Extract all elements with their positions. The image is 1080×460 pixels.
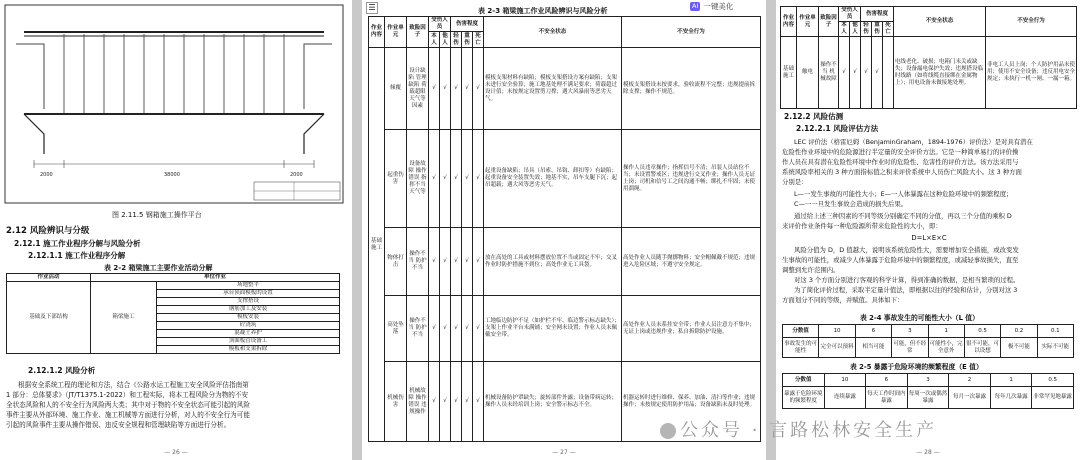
wechat-watermark: 公众号 · 言路松林安全生产 — [660, 416, 937, 442]
t23-check: √ — [473, 130, 484, 228]
t25-header: 分数值 — [783, 374, 825, 387]
page-number: — 27 — — [552, 449, 576, 456]
page-number: — 28 — — [916, 449, 940, 456]
t23c-header-victim: 受伤人员 — [839, 7, 861, 22]
t23-risk-factor: 设计缺陷 管理缺陷 荷载超限 天气等因素 — [407, 48, 429, 130]
t23c-header-harm: 伤害程度 — [861, 7, 894, 22]
t23-check: √ — [473, 48, 484, 130]
t23-check: √ — [429, 362, 440, 442]
t22-unit: 钢筋加工及安装 — [157, 306, 340, 314]
t25-desc: 每周一次或偶然暴露 — [907, 387, 949, 409]
ai-badge-icon: AI — [692, 1, 699, 10]
t23c-risk-name: 触电 — [797, 37, 819, 109]
platform-drawing — [4, 4, 344, 204]
t23c-header-factor: 致险因子 — [819, 7, 839, 37]
t23-risk-name: 高处坠落 — [385, 296, 407, 362]
t23-risk-factor: 操作不当 防护不当 — [407, 228, 429, 296]
t24-score: 10 — [819, 325, 855, 338]
t23-subheader: 他人 — [440, 32, 451, 48]
t23-check: √ — [473, 228, 484, 296]
t23-check: √ — [440, 296, 451, 362]
figure-caption: 图 2.11.5 钢箱施工操作平台 — [112, 211, 202, 219]
t25-score: 1 — [990, 374, 1032, 387]
t23-check: √ — [440, 48, 451, 130]
t25-score: 6 — [866, 374, 908, 387]
table-2-2-title: 表 2-2 箱梁施工主要作业活动分解 — [104, 264, 213, 272]
table-2-3-continued — [780, 6, 1077, 109]
t24-label: 事故发生的可能性 — [783, 338, 819, 358]
table-2-3 — [368, 16, 761, 442]
t23-header-activity: 作业内容 — [369, 17, 385, 48]
heading-2-12-2: 2.12.2 风险估测 — [784, 112, 844, 121]
t23-unsafe-state: 起重设备缺陷；吊具（吊索、吊钩、卸扣等）有缺陷；起重设备安全装置失效；地基不实，吊车支腿下沉；起吊超载；遇大风等恶劣天气。 — [484, 130, 622, 228]
t22-unit: 支撑搭设 — [157, 298, 340, 306]
t23-header-victim: 受伤人员 — [429, 17, 451, 32]
t23-check: √ — [473, 362, 484, 442]
t23-subheader: 轻伤 — [451, 32, 462, 48]
t23-header-harm: 伤害程度 — [451, 17, 484, 32]
heading-2-12-1-1: 2.12.1.1 施工作业程序分解 — [28, 251, 126, 260]
t23c-check: √ — [850, 37, 861, 109]
t24-score: 0.2 — [1001, 325, 1037, 338]
t22-activity-cell: 基础及下部结构 — [7, 282, 91, 354]
t23-check: √ — [440, 362, 451, 442]
t23-subheader: 重伤 — [462, 32, 473, 48]
t22-activity-sub: 箱梁施工 — [91, 282, 157, 354]
t23-unsafe-state: 放在高处的工具或材料摆放位置不当或固定不牢；交叉作业时防护措施不到位；高处作业无工具袋。 — [484, 228, 622, 296]
t23-risk-factor: 操作不当 防护不当 — [407, 296, 429, 362]
t25-desc: 每年几次暴露 — [990, 387, 1032, 409]
t24-desc: 完全可以预料 — [819, 338, 855, 358]
t23-unsafe-state: 工地临边防护不足（如护栏不牢、临边警示标志缺失）；支架上作业平台未满铺；安全网未设置；作业人员未佩戴安全带。 — [484, 296, 622, 362]
t23-unsafe-act: 高处作业人员随手抛掷物料；安全帽佩戴不规范；违规进入危险区域；不遵守安全规定。 — [622, 228, 761, 296]
t23c-unsafe-state: 电线老化、破损；电箱门未关或缺失；设备漏电保护失效；违规搭设临时线路（如将线缆直接绑在金属物上）；用电设备未做接地处理。 — [894, 37, 986, 109]
t23-risk-factor: 机械故障 操作错误 违规操作 — [407, 362, 429, 442]
t24-desc: 极不可能 — [1001, 338, 1037, 358]
t22-unit: 承台顶面模板的设置 — [157, 290, 340, 298]
t23c-unsafe-act: 非电工人员上岗；个人防护用品未使用；使用不安全设备；违反用电安全规定；未执行一机一闸、一漏一箱。 — [986, 37, 1077, 109]
t23-unsafe-act: 高处作业人员未系挂安全带；作业人员注意力不集中；无证上岗或违规作业；私自拆除防护设施。 — [622, 296, 761, 362]
wechat-logo-icon — [660, 423, 676, 439]
t23c-activity-cell: 基础施工 — [781, 37, 797, 109]
t23-unsafe-state: 模板支架材料有缺陷；模板支架搭设方案有缺陷；支架未进行安全验算；施工地基处理不满足要求；荷载超过设计值；未按规定设置剪刀撑；遇大风暴雨等恶劣天气。 — [484, 48, 622, 130]
risk-analysis-paragraph: 根据安全系统工程的理论和方法，结合《公路水运工程施工安全风险评估指南第 1 部分：总体要求》（JT/T1375.1-2022）和工程实际，将本工程风险分为物的不安 全状态风险和人的不安全行为风险两大类；其中对于物的不安全状态可能引起的风险 事件主要从外部环境、施工作业、施工机械等方面进行分析，对人的不安全行为可能 引起的风险事件主要从操作错误、违反安全规程和管理缺陷等方面进行分析。 — [6, 381, 250, 429]
t24-desc: 很不可能，可以设想 — [964, 338, 1000, 358]
beautify-button[interactable]: 一键美化 — [703, 1, 734, 11]
table-2-4-title: 表 2-4 事故发生的可能性大小（L 值） — [860, 314, 979, 322]
t24-score: 1 — [928, 325, 964, 338]
t22-header-activity: 作业活动 — [7, 274, 91, 282]
t22-unit: 混凝土养护 — [157, 330, 340, 338]
t23-check: √ — [429, 130, 440, 228]
t23-header-unsafe-act: 不安全行为 — [622, 17, 761, 48]
t24-header: 分数值 — [783, 325, 819, 338]
t24-score: 0.1 — [1037, 325, 1073, 338]
t23-subheader: 本人 — [429, 32, 440, 48]
t25-desc: 每天工作时间内暴露 — [866, 387, 908, 409]
lec-formula: D=L×E×C — [911, 234, 947, 242]
t25-desc: 每月一次暴露 — [949, 387, 991, 409]
t22-unit: 顶面板管设备工 — [157, 338, 340, 346]
document-page-27 — [362, 0, 766, 460]
t23-check: √ — [462, 228, 473, 296]
t23-check: √ — [462, 48, 473, 130]
t24-desc: 相当可能 — [855, 338, 891, 358]
t25-score: 2 — [949, 374, 991, 387]
t23c-header-class: 作业单元 — [797, 7, 819, 37]
t23-check: √ — [462, 362, 473, 442]
t23-check: √ — [429, 228, 440, 296]
document-page-26 — [0, 0, 352, 460]
t23c-check: √ — [839, 37, 850, 109]
t24-score: 3 — [892, 325, 928, 338]
table-2-3-title: 表 2-3 箱梁施工作业风险辨识与风险分析 — [478, 7, 608, 15]
heading-2-12-2-1: 2.12.2.1 风险评估方法 — [796, 124, 879, 133]
heading-2-12: 2.12 风险辨识与分级 — [6, 226, 90, 236]
t22-unit: 砼浇筑 — [157, 322, 340, 330]
t23c-check: √ — [872, 37, 883, 109]
lec-method-paragraph: LEC 评价法（格雷厄姆（BenjaminGraham，1894-1976）评价法）是对具有潜在 危险性作业环境中的危险源进行半定量的安全评价方法。它是一种简单易行的评价操 作人员在具有潜在危险性环境中作业时的危险性、危害性的评价方法。该方法采用与 系统风险率相关的 3 种方面指标值之积来评价系统中人员伤亡风险大小。这 3 种方面 分别是： L—一发生事故的可能性大小；E—一人体暴露在这种危险环境中的频繁程度； C—一一旦发生事故会造成的损失后果。 通过给上述三种因素的不同等级分别确定不同的分值，再以三个分值的乘积 D 来评价作业条件每一种危险源所带来危险性的大小，即： D=L×E×C 风险分值为 D，D 值越大，说明该系统危险性大，需要增加安全措施，或改变发 生事故的可能性，或减少人体暴露于危险环境中的频繁程度，或减轻事故损失，直至 调整到允许范围内。 对这 3 个方面分别进行客观的科学计算，得到准确的数据，是相当繁琐的过程。 为了简化评价过程，采取半定量计值法，即根据以往的经验和估计，分别对这 3 方面划分不同的等级，并赋值。具体如下： — [782, 137, 1076, 305]
t24-score: 6 — [855, 325, 891, 338]
t24-desc: 实际不可能 — [1037, 338, 1073, 358]
t24-desc: 可能性小，完全意外 — [928, 338, 964, 358]
t23-check: √ — [429, 48, 440, 130]
layout-options-icon[interactable]: ☰ — [366, 2, 378, 14]
t23c-check: √ — [861, 37, 872, 109]
t23-check: √ — [451, 362, 462, 442]
page-number: — 26 — — [164, 449, 188, 456]
t23-unsafe-act: 模板支架搭设未按要求，验收流程不完整；违规提前拆除支撑；操作不规范。 — [622, 48, 761, 130]
t23-check: √ — [451, 296, 462, 362]
t23-check: √ — [440, 228, 451, 296]
t23-unsafe-state: 机械设备防护罩缺失；旋转部件外露；设备带病运转；操作人员未经培训上岗；安全警示标志不全。 — [484, 362, 622, 442]
t23-risk-name: 机械伤害 — [385, 362, 407, 442]
t23c-subheader: 重伤 — [872, 22, 883, 37]
dim-left: 2000 — [40, 172, 53, 178]
t23-check: √ — [462, 130, 473, 228]
table-2-4 — [782, 324, 1074, 358]
t23-check: √ — [429, 296, 440, 362]
t23c-subheader: 他人 — [850, 22, 861, 37]
t23-activity-cell: 基础施工 — [369, 48, 385, 442]
t23-check: √ — [451, 130, 462, 228]
t23-header-unsafe-state: 不安全状态 — [484, 17, 622, 48]
t23-risk-factor: 设备故障 操作错误 指挥不当 天气等 — [407, 130, 429, 228]
t23-risk-name: 起重伤害 — [385, 130, 407, 228]
t23-risk-name: 物体打击 — [385, 228, 407, 296]
heading-2-12-1-2: 2.12.1.2 风险分析 — [28, 366, 96, 375]
t25-score: 10 — [824, 374, 866, 387]
beautify-toolbar[interactable] — [686, 0, 737, 12]
dim-middle: 38000 — [164, 172, 180, 178]
t23-header-factor: 致险因子 — [407, 17, 429, 48]
t23-unsafe-act: 机器运转时进行维修、保养、加油、清扫等作业；违规操作；未按规定使用防护用品；设备缺陷未及时处理。 — [622, 362, 761, 442]
t23-check: √ — [462, 296, 473, 362]
t22-unit: 模板安装 — [157, 314, 340, 322]
t23-check: √ — [451, 228, 462, 296]
t23-check: √ — [451, 48, 462, 130]
t23c-subheader: 本人 — [839, 22, 850, 37]
dim-right: 2000 — [290, 172, 303, 178]
t25-desc: 连续暴露 — [824, 387, 866, 409]
heading-2-12-1: 2.12.1 施工作业程序分解与风险分析 — [14, 239, 141, 248]
t23c-risk-factor: 操作不当 机械故障 — [819, 37, 839, 109]
t23c-header-state: 不安全状态 — [894, 7, 986, 37]
t23-header-class: 作业单元 — [385, 17, 407, 48]
t25-score: 3 — [907, 374, 949, 387]
t23c-header-activity: 作业内容 — [781, 7, 797, 37]
t23-check: √ — [440, 130, 451, 228]
t23c-subheader: 轻伤 — [861, 22, 872, 37]
t25-score: 0.5 — [1032, 374, 1074, 387]
t24-desc: 可能，但不经常 — [892, 338, 928, 358]
t22-unit: 场地整平 — [157, 282, 340, 290]
table-2-2 — [6, 273, 340, 354]
t22-header-unit: 单位作业 — [91, 274, 340, 282]
t23c-check — [883, 37, 894, 109]
t23c-subheader: 死亡 — [883, 22, 894, 37]
t25-desc: 非常罕见地暴露 — [1032, 387, 1074, 409]
t25-label: 暴露于危险环境的频繁程度 — [783, 387, 825, 409]
t22-unit: 模板和支架拆除 — [157, 346, 340, 354]
t23-subheader: 死亡 — [473, 32, 484, 48]
t23c-header-act: 不安全行为 — [986, 7, 1077, 37]
table-2-5 — [782, 373, 1074, 409]
t24-score: 0.5 — [964, 325, 1000, 338]
t23-check: √ — [473, 296, 484, 362]
t23-risk-name: 倾覆 — [385, 48, 407, 130]
document-page-28 — [776, 0, 1080, 460]
t23-unsafe-act: 操作人员违章操作；指挥信号不清；吊装人员站位不当；未设置警戒区；违规进行交叉作业；操作人员无证上岗；司机和信号工之间沟通不畅；绑扎不牢固；未使用溜绳。 — [622, 130, 761, 228]
table-2-5-title: 表 2-5 暴露于危险环境的频繁程度（E 值） — [850, 363, 983, 371]
